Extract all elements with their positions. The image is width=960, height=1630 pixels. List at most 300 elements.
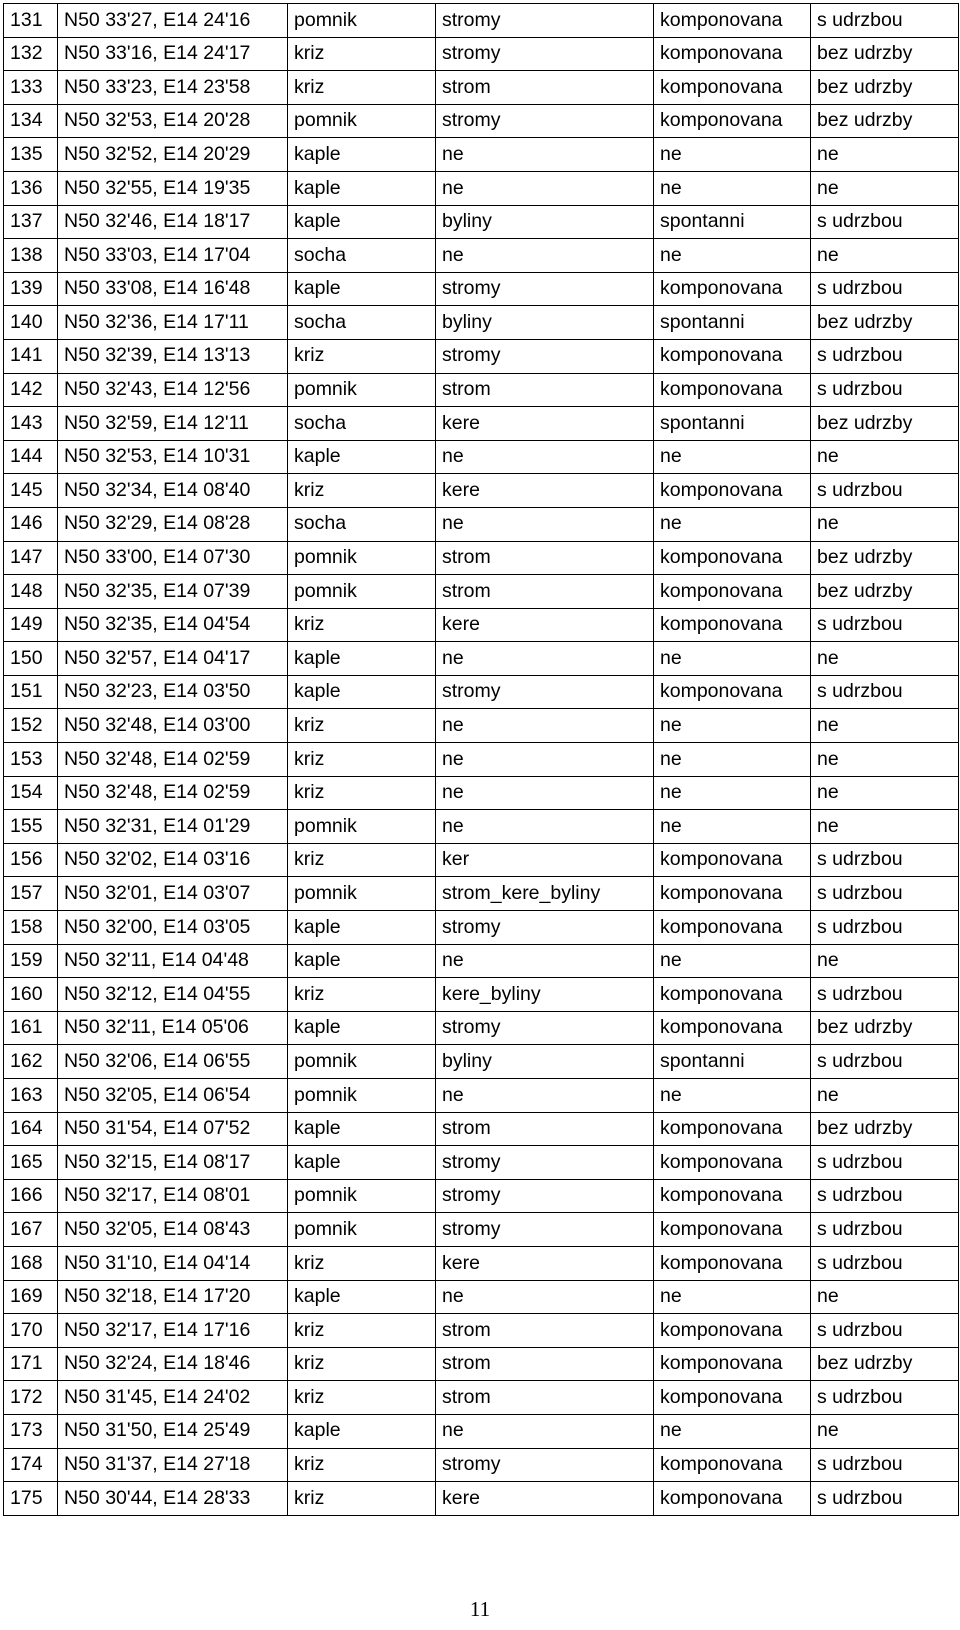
coordinates-cell: N50 32'18, E14 17'20 xyxy=(58,1280,288,1314)
table-row xyxy=(4,978,959,1012)
table-row xyxy=(4,4,959,38)
maintenance-cell: s udrzbou xyxy=(811,1314,959,1348)
maintenance-cell: ne xyxy=(811,642,959,676)
object-type-cell: kaple xyxy=(288,440,436,474)
object-type-cell: kaple xyxy=(288,642,436,676)
composition-cell: komponovana xyxy=(654,71,811,105)
maintenance-cell: bez udrzby xyxy=(811,104,959,138)
composition-cell: komponovana xyxy=(654,4,811,38)
coordinates-cell: N50 32'48, E14 02'59 xyxy=(58,776,288,810)
vegetation-cell: stromy xyxy=(436,1179,654,1213)
table-row xyxy=(4,608,959,642)
coordinates-cell: N50 32'05, E14 06'54 xyxy=(58,1079,288,1113)
vegetation-cell: byliny xyxy=(436,205,654,239)
maintenance-cell: bez udrzby xyxy=(811,575,959,609)
vegetation-cell: stromy xyxy=(436,339,654,373)
vegetation-cell: stromy xyxy=(436,37,654,71)
object-type-cell: kaple xyxy=(288,272,436,306)
coordinates-cell: N50 32'15, E14 08'17 xyxy=(58,1146,288,1180)
maintenance-cell: s udrzbou xyxy=(811,911,959,945)
coordinates-cell: N50 32'43, E14 12'56 xyxy=(58,373,288,407)
maintenance-cell: s udrzbou xyxy=(811,978,959,1012)
maintenance-cell: s udrzbou xyxy=(811,4,959,38)
maintenance-cell: ne xyxy=(811,776,959,810)
vegetation-cell: kere xyxy=(436,1482,654,1516)
vegetation-cell: kere xyxy=(436,608,654,642)
maintenance-cell: bez udrzby xyxy=(811,1347,959,1381)
site-number-cell: 148 xyxy=(4,575,58,609)
vegetation-cell: ne xyxy=(436,810,654,844)
coordinates-cell: N50 32'57, E14 04'17 xyxy=(58,642,288,676)
composition-cell: ne xyxy=(654,642,811,676)
object-type-cell: pomnik xyxy=(288,1045,436,1079)
composition-cell: komponovana xyxy=(654,339,811,373)
site-number-cell: 173 xyxy=(4,1414,58,1448)
page-number: 11 xyxy=(469,1597,491,1621)
sites-table-body xyxy=(4,4,959,1516)
site-number-cell: 144 xyxy=(4,440,58,474)
table-row xyxy=(4,373,959,407)
coordinates-cell: N50 32'53, E14 20'28 xyxy=(58,104,288,138)
object-type-cell: kriz xyxy=(288,776,436,810)
table-row xyxy=(4,171,959,205)
vegetation-cell: stromy xyxy=(436,1146,654,1180)
coordinates-cell: N50 31'45, E14 24'02 xyxy=(58,1381,288,1415)
composition-cell: spontanni xyxy=(654,407,811,441)
coordinates-cell: N50 32'00, E14 03'05 xyxy=(58,911,288,945)
coordinates-cell: N50 32'02, E14 03'16 xyxy=(58,843,288,877)
maintenance-cell: ne xyxy=(811,1414,959,1448)
object-type-cell: kaple xyxy=(288,911,436,945)
composition-cell: ne xyxy=(654,709,811,743)
table-row xyxy=(4,1482,959,1516)
coordinates-cell: N50 31'10, E14 04'14 xyxy=(58,1246,288,1280)
maintenance-cell: ne xyxy=(811,944,959,978)
coordinates-cell: N50 32'46, E14 18'17 xyxy=(58,205,288,239)
table-row xyxy=(4,810,959,844)
maintenance-cell: ne xyxy=(811,810,959,844)
vegetation-cell: stromy xyxy=(436,911,654,945)
vegetation-cell: ne xyxy=(436,743,654,777)
composition-cell: komponovana xyxy=(654,104,811,138)
table-row xyxy=(4,474,959,508)
table-row xyxy=(4,911,959,945)
object-type-cell: kriz xyxy=(288,608,436,642)
coordinates-cell: N50 32'36, E14 17'11 xyxy=(58,306,288,340)
object-type-cell: socha xyxy=(288,239,436,273)
object-type-cell: kaple xyxy=(288,1011,436,1045)
coordinates-cell: N50 32'12, E14 04'55 xyxy=(58,978,288,1012)
coordinates-cell: N50 33'08, E14 16'48 xyxy=(58,272,288,306)
object-type-cell: kriz xyxy=(288,843,436,877)
site-number-cell: 159 xyxy=(4,944,58,978)
table-row xyxy=(4,507,959,541)
composition-cell: komponovana xyxy=(654,675,811,709)
maintenance-cell: s udrzbou xyxy=(811,843,959,877)
vegetation-cell: stromy xyxy=(436,4,654,38)
maintenance-cell: s udrzbou xyxy=(811,1213,959,1247)
coordinates-cell: N50 32'35, E14 07'39 xyxy=(58,575,288,609)
object-type-cell: kaple xyxy=(288,138,436,172)
composition-cell: komponovana xyxy=(654,978,811,1012)
composition-cell: ne xyxy=(654,944,811,978)
site-number-cell: 170 xyxy=(4,1314,58,1348)
maintenance-cell: s udrzbou xyxy=(811,1448,959,1482)
coordinates-cell: N50 31'50, E14 25'49 xyxy=(58,1414,288,1448)
object-type-cell: kriz xyxy=(288,339,436,373)
maintenance-cell: s udrzbou xyxy=(811,1045,959,1079)
maintenance-cell: bez udrzby xyxy=(811,306,959,340)
composition-cell: ne xyxy=(654,1079,811,1113)
composition-cell: komponovana xyxy=(654,1011,811,1045)
composition-cell: ne xyxy=(654,776,811,810)
object-type-cell: pomnik xyxy=(288,1179,436,1213)
table-row xyxy=(4,1414,959,1448)
site-number-cell: 157 xyxy=(4,877,58,911)
object-type-cell: kaple xyxy=(288,171,436,205)
site-number-cell: 153 xyxy=(4,743,58,777)
coordinates-cell: N50 32'17, E14 08'01 xyxy=(58,1179,288,1213)
table-row xyxy=(4,71,959,105)
site-number-cell: 140 xyxy=(4,306,58,340)
vegetation-cell: byliny xyxy=(436,1045,654,1079)
composition-cell: komponovana xyxy=(654,474,811,508)
site-number-cell: 171 xyxy=(4,1347,58,1381)
site-number-cell: 158 xyxy=(4,911,58,945)
table-row xyxy=(4,642,959,676)
coordinates-cell: N50 32'23, E14 03'50 xyxy=(58,675,288,709)
vegetation-cell: kere_byliny xyxy=(436,978,654,1012)
object-type-cell: socha xyxy=(288,407,436,441)
site-number-cell: 175 xyxy=(4,1482,58,1516)
object-type-cell: kaple xyxy=(288,205,436,239)
site-number-cell: 139 xyxy=(4,272,58,306)
composition-cell: komponovana xyxy=(654,877,811,911)
coordinates-cell: N50 31'37, E14 27'18 xyxy=(58,1448,288,1482)
object-type-cell: kriz xyxy=(288,37,436,71)
object-type-cell: kriz xyxy=(288,1314,436,1348)
composition-cell: komponovana xyxy=(654,1112,811,1146)
site-number-cell: 137 xyxy=(4,205,58,239)
coordinates-cell: N50 33'23, E14 23'58 xyxy=(58,71,288,105)
object-type-cell: socha xyxy=(288,306,436,340)
composition-cell: ne xyxy=(654,1280,811,1314)
site-number-cell: 160 xyxy=(4,978,58,1012)
maintenance-cell: bez udrzby xyxy=(811,541,959,575)
vegetation-cell: stromy xyxy=(436,272,654,306)
maintenance-cell: bez udrzby xyxy=(811,407,959,441)
object-type-cell: pomnik xyxy=(288,877,436,911)
site-number-cell: 156 xyxy=(4,843,58,877)
object-type-cell: pomnik xyxy=(288,104,436,138)
maintenance-cell: s udrzbou xyxy=(811,1482,959,1516)
maintenance-cell: s udrzbou xyxy=(811,675,959,709)
coordinates-cell: N50 32'11, E14 05'06 xyxy=(58,1011,288,1045)
composition-cell: spontanni xyxy=(654,205,811,239)
site-number-cell: 150 xyxy=(4,642,58,676)
object-type-cell: kaple xyxy=(288,675,436,709)
vegetation-cell: ne xyxy=(436,138,654,172)
vegetation-cell: kere xyxy=(436,1246,654,1280)
site-number-cell: 174 xyxy=(4,1448,58,1482)
vegetation-cell: stromy xyxy=(436,675,654,709)
table-row xyxy=(4,1011,959,1045)
object-type-cell: pomnik xyxy=(288,1079,436,1113)
coordinates-cell: N50 32'29, E14 08'28 xyxy=(58,507,288,541)
site-number-cell: 133 xyxy=(4,71,58,105)
maintenance-cell: ne xyxy=(811,507,959,541)
table-row xyxy=(4,339,959,373)
table-row xyxy=(4,104,959,138)
maintenance-cell: ne xyxy=(811,743,959,777)
maintenance-cell: s udrzbou xyxy=(811,608,959,642)
coordinates-cell: N50 32'05, E14 08'43 xyxy=(58,1213,288,1247)
maintenance-cell: s udrzbou xyxy=(811,474,959,508)
table-row xyxy=(4,37,959,71)
object-type-cell: socha xyxy=(288,507,436,541)
composition-cell: komponovana xyxy=(654,1146,811,1180)
vegetation-cell: ne xyxy=(436,507,654,541)
table-row xyxy=(4,541,959,575)
site-number-cell: 146 xyxy=(4,507,58,541)
composition-cell: ne xyxy=(654,138,811,172)
composition-cell: ne xyxy=(654,1414,811,1448)
composition-cell: komponovana xyxy=(654,373,811,407)
table-row xyxy=(4,1314,959,1348)
site-number-cell: 136 xyxy=(4,171,58,205)
vegetation-cell: byliny xyxy=(436,306,654,340)
maintenance-cell: bez udrzby xyxy=(811,71,959,105)
site-number-cell: 132 xyxy=(4,37,58,71)
table-row xyxy=(4,407,959,441)
composition-cell: spontanni xyxy=(654,1045,811,1079)
object-type-cell: pomnik xyxy=(288,4,436,38)
coordinates-cell: N50 32'55, E14 19'35 xyxy=(58,171,288,205)
maintenance-cell: bez udrzby xyxy=(811,1011,959,1045)
coordinates-cell: N50 32'52, E14 20'29 xyxy=(58,138,288,172)
composition-cell: komponovana xyxy=(654,1347,811,1381)
vegetation-cell: strom xyxy=(436,1112,654,1146)
site-number-cell: 154 xyxy=(4,776,58,810)
coordinates-cell: N50 32'48, E14 03'00 xyxy=(58,709,288,743)
vegetation-cell: ne xyxy=(436,642,654,676)
composition-cell: komponovana xyxy=(654,1314,811,1348)
site-number-cell: 135 xyxy=(4,138,58,172)
table-row xyxy=(4,205,959,239)
site-number-cell: 169 xyxy=(4,1280,58,1314)
coordinates-cell: N50 32'17, E14 17'16 xyxy=(58,1314,288,1348)
composition-cell: ne xyxy=(654,239,811,273)
maintenance-cell: s udrzbou xyxy=(811,339,959,373)
table-row xyxy=(4,272,959,306)
object-type-cell: kriz xyxy=(288,1347,436,1381)
vegetation-cell: ne xyxy=(436,239,654,273)
site-number-cell: 163 xyxy=(4,1079,58,1113)
composition-cell: ne xyxy=(654,743,811,777)
table-row xyxy=(4,1079,959,1113)
object-type-cell: pomnik xyxy=(288,810,436,844)
coordinates-cell: N50 31'54, E14 07'52 xyxy=(58,1112,288,1146)
maintenance-cell: s udrzbou xyxy=(811,373,959,407)
object-type-cell: pomnik xyxy=(288,373,436,407)
table-row xyxy=(4,1347,959,1381)
coordinates-cell: N50 32'59, E14 12'11 xyxy=(58,407,288,441)
maintenance-cell: s udrzbou xyxy=(811,1179,959,1213)
maintenance-cell: ne xyxy=(811,138,959,172)
table-row xyxy=(4,239,959,273)
table-row xyxy=(4,675,959,709)
coordinates-cell: N50 32'31, E14 01'29 xyxy=(58,810,288,844)
vegetation-cell: strom_kere_byliny xyxy=(436,877,654,911)
composition-cell: komponovana xyxy=(654,1213,811,1247)
object-type-cell: kaple xyxy=(288,1280,436,1314)
site-number-cell: 164 xyxy=(4,1112,58,1146)
vegetation-cell: ker xyxy=(436,843,654,877)
site-number-cell: 147 xyxy=(4,541,58,575)
table-row xyxy=(4,1179,959,1213)
maintenance-cell: s udrzbou xyxy=(811,1246,959,1280)
vegetation-cell: ne xyxy=(436,1280,654,1314)
composition-cell: ne xyxy=(654,810,811,844)
coordinates-cell: N50 32'06, E14 06'55 xyxy=(58,1045,288,1079)
maintenance-cell: s udrzbou xyxy=(811,1146,959,1180)
vegetation-cell: strom xyxy=(436,1381,654,1415)
object-type-cell: kriz xyxy=(288,743,436,777)
site-number-cell: 155 xyxy=(4,810,58,844)
object-type-cell: pomnik xyxy=(288,575,436,609)
site-number-cell: 162 xyxy=(4,1045,58,1079)
table-row xyxy=(4,743,959,777)
table-row xyxy=(4,1448,959,1482)
object-type-cell: kriz xyxy=(288,709,436,743)
table-row xyxy=(4,138,959,172)
object-type-cell: kriz xyxy=(288,71,436,105)
coordinates-cell: N50 33'03, E14 17'04 xyxy=(58,239,288,273)
vegetation-cell: stromy xyxy=(436,1213,654,1247)
table-row xyxy=(4,776,959,810)
composition-cell: ne xyxy=(654,171,811,205)
maintenance-cell: ne xyxy=(811,440,959,474)
vegetation-cell: strom xyxy=(436,71,654,105)
site-number-cell: 151 xyxy=(4,675,58,709)
vegetation-cell: kere xyxy=(436,474,654,508)
site-number-cell: 149 xyxy=(4,608,58,642)
object-type-cell: pomnik xyxy=(288,541,436,575)
object-type-cell: kriz xyxy=(288,1448,436,1482)
vegetation-cell: ne xyxy=(436,776,654,810)
maintenance-cell: s udrzbou xyxy=(811,205,959,239)
site-number-cell: 134 xyxy=(4,104,58,138)
vegetation-cell: ne xyxy=(436,440,654,474)
maintenance-cell: s udrzbou xyxy=(811,272,959,306)
vegetation-cell: ne xyxy=(436,944,654,978)
vegetation-cell: strom xyxy=(436,1347,654,1381)
maintenance-cell: bez udrzby xyxy=(811,1112,959,1146)
vegetation-cell: stromy xyxy=(436,1448,654,1482)
object-type-cell: kaple xyxy=(288,1112,436,1146)
site-number-cell: 161 xyxy=(4,1011,58,1045)
composition-cell: spontanni xyxy=(654,306,811,340)
table-row xyxy=(4,306,959,340)
object-type-cell: kaple xyxy=(288,1146,436,1180)
table-row xyxy=(4,1045,959,1079)
coordinates-cell: N50 32'39, E14 13'13 xyxy=(58,339,288,373)
object-type-cell: kriz xyxy=(288,1482,436,1516)
site-number-cell: 145 xyxy=(4,474,58,508)
vegetation-cell: ne xyxy=(436,171,654,205)
coordinates-cell: N50 32'48, E14 02'59 xyxy=(58,743,288,777)
table-row xyxy=(4,1246,959,1280)
table-row xyxy=(4,1112,959,1146)
table-row xyxy=(4,1146,959,1180)
composition-cell: komponovana xyxy=(654,272,811,306)
coordinates-cell: N50 32'34, E14 08'40 xyxy=(58,474,288,508)
site-number-cell: 166 xyxy=(4,1179,58,1213)
object-type-cell: kriz xyxy=(288,978,436,1012)
object-type-cell: kaple xyxy=(288,1414,436,1448)
composition-cell: komponovana xyxy=(654,575,811,609)
coordinates-cell: N50 33'27, E14 24'16 xyxy=(58,4,288,38)
table-row xyxy=(4,1280,959,1314)
coordinates-cell: N50 32'53, E14 10'31 xyxy=(58,440,288,474)
site-number-cell: 172 xyxy=(4,1381,58,1415)
maintenance-cell: bez udrzby xyxy=(811,37,959,71)
vegetation-cell: strom xyxy=(436,1314,654,1348)
site-number-cell: 143 xyxy=(4,407,58,441)
coordinates-cell: N50 33'00, E14 07'30 xyxy=(58,541,288,575)
site-number-cell: 131 xyxy=(4,4,58,38)
composition-cell: komponovana xyxy=(654,911,811,945)
object-type-cell: kaple xyxy=(288,944,436,978)
composition-cell: komponovana xyxy=(654,1246,811,1280)
composition-cell: komponovana xyxy=(654,843,811,877)
site-number-cell: 168 xyxy=(4,1246,58,1280)
table-row xyxy=(4,440,959,474)
site-number-cell: 167 xyxy=(4,1213,58,1247)
maintenance-cell: ne xyxy=(811,171,959,205)
maintenance-cell: s udrzbou xyxy=(811,877,959,911)
coordinates-cell: N50 32'11, E14 04'48 xyxy=(58,944,288,978)
vegetation-cell: kere xyxy=(436,407,654,441)
coordinates-cell: N50 32'01, E14 03'07 xyxy=(58,877,288,911)
site-number-cell: 165 xyxy=(4,1146,58,1180)
composition-cell: ne xyxy=(654,440,811,474)
maintenance-cell: ne xyxy=(811,709,959,743)
table-row xyxy=(4,944,959,978)
coordinates-cell: N50 33'16, E14 24'17 xyxy=(58,37,288,71)
maintenance-cell: ne xyxy=(811,1280,959,1314)
composition-cell: komponovana xyxy=(654,1381,811,1415)
sites-table xyxy=(3,3,959,1516)
vegetation-cell: ne xyxy=(436,1414,654,1448)
object-type-cell: kriz xyxy=(288,1381,436,1415)
vegetation-cell: stromy xyxy=(436,104,654,138)
object-type-cell: kriz xyxy=(288,474,436,508)
vegetation-cell: strom xyxy=(436,575,654,609)
site-number-cell: 142 xyxy=(4,373,58,407)
table-row xyxy=(4,575,959,609)
coordinates-cell: N50 30'44, E14 28'33 xyxy=(58,1482,288,1516)
table-row xyxy=(4,843,959,877)
site-number-cell: 138 xyxy=(4,239,58,273)
object-type-cell: pomnik xyxy=(288,1213,436,1247)
composition-cell: komponovana xyxy=(654,608,811,642)
maintenance-cell: ne xyxy=(811,1079,959,1113)
composition-cell: ne xyxy=(654,507,811,541)
composition-cell: komponovana xyxy=(654,541,811,575)
coordinates-cell: N50 32'35, E14 04'54 xyxy=(58,608,288,642)
vegetation-cell: ne xyxy=(436,709,654,743)
